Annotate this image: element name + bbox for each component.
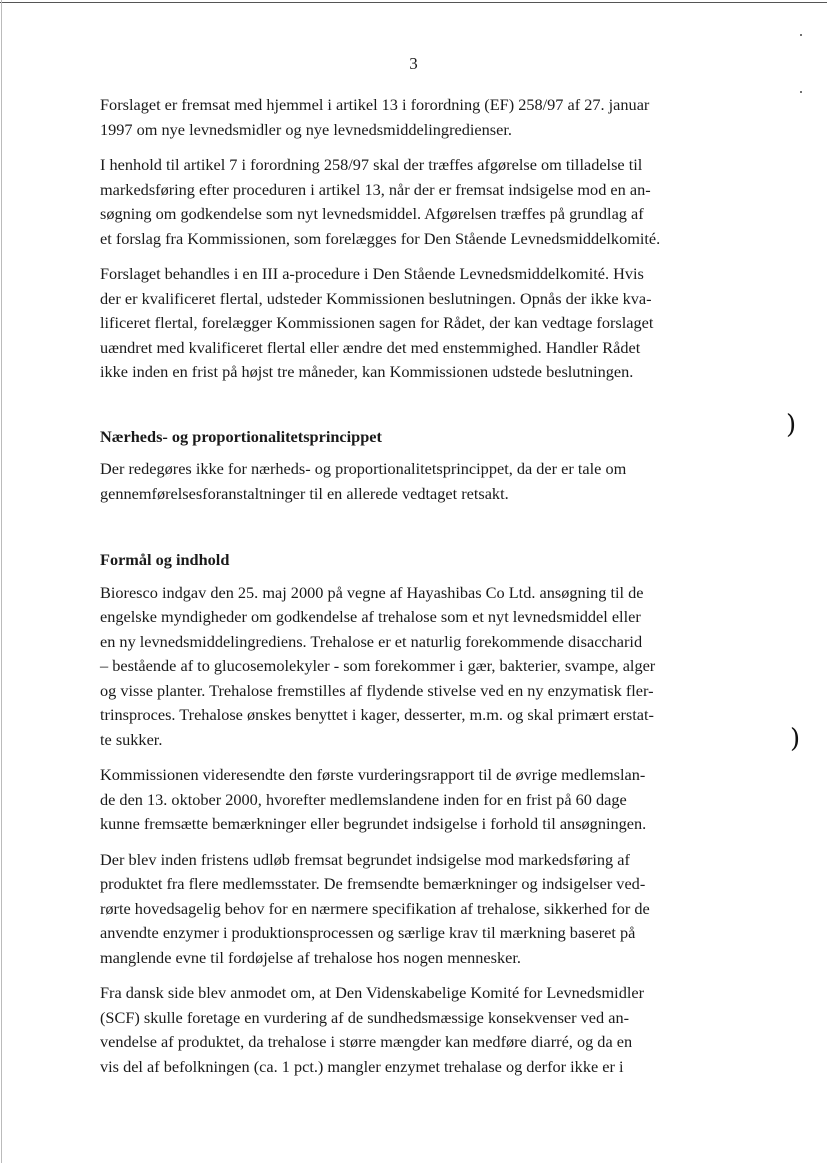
- page-number: 3: [409, 54, 418, 73]
- paragraph-procedure: Forslaget behandles i en III a-procedure i Den Stående Levnedsmiddelkomité. Hvis der er kvalificeret flertal, udsteder Kommissionen beslutningen. Opnås der ikke kva- lificeret flertal, forelægger Kommissionen sagen for Rådet, der kan vedtage forslaget uændret med kvalificeret flertal eller ændre det med enstemmighed. Handler Rådet ikke inden en frist på højst tre måneder, kan Kommissionen udstede beslutningen.: [100, 264, 654, 381]
- section-heading-subsidiarity: Nærheds- og proportionalitetsprincippet: [100, 426, 382, 446]
- section-heading-purpose: Formål og indhold: [100, 550, 230, 569]
- paragraph-objections: Der blev inden fristens udløb fremsat begrundet indsigelse mod markedsføring af produktet fra flere medlemsstater. De fremsendte bemærkninger og indsigelser ved- rørte hovedsagelig behov for en nærmere specifikation af trehalose, sikkerhed for de anvendte enzymer i produktionsprocessen og særlige krav til mærkning baseret på manglende evne til fordøjelse af trehalose hos nogen mennesker.: [100, 849, 650, 967]
- paragraph-assessment-report: Kommissionen videresendte den første vurderingsrapport til de øvrige medlemslan- de den 13. oktober 2000, hvorefter medlemslandene inden for en frist på 60 dage kunne fremsætte bemærkninger eller begrundet indsigelse i forhold til ansøgningen.: [100, 765, 647, 833]
- left-border-line: [1, 0, 2, 1163]
- paragraph-legal-basis: Forslaget er fremsat med hjemmel i artikel 13 i forordning (EF) 258/97 af 27. januar 1997 om nye levnedsmidler og nye levnedsmiddelingredienser.: [100, 95, 650, 139]
- document-body: [100, 93, 750, 1090]
- top-border-line: [0, 2, 827, 3]
- binder-hole-mark: ): [786, 410, 797, 440]
- paragraph-authorisation: I henhold til artikel 7 i forordning 258/97 skal der træffes afgørelse om tilladelse til markedsføring efter proceduren i artikel 13, når der er fremsat indsigelse mod en an- søgning om godkendelse som nyt levnedsmiddel. Afgørelsen træffes på grundlag af et forslag fra Kommissionen, som forelægges for Den Stående Levnedsmiddelkomité.: [100, 155, 661, 248]
- scan-speck: [800, 91, 802, 93]
- paragraph-subsidiarity: Der redegøres ikke for nærheds- og proportionalitetsprincippet, da der er tale om gennemførelsesforanstaltninger til en allerede vedtaget retsakt.: [100, 459, 627, 503]
- paragraph-application: Bioresco indgav den 25. maj 2000 på vegne af Hayashibas Co Ltd. ansøgning til de engelske myndigheder om godkendelse af trehalose som et nyt levnedsmiddel eller en ny levnedsmiddelingrediens. Trehalose er et naturlig forekommende disaccharid – bestående af to glucosemolekyler - som forekommer i gær, bakterier, svampe, alger og visse planter. Trehalose fremstilles af flydende stivelse ved en ny enzymatisk fler- trinsproces. Trehalose ønskes benyttet i kager, desserter, m.m. og skal primært erstat- te sukker.: [100, 582, 656, 749]
- paragraph-danish-request: Fra dansk side blev anmodet om, at Den Videnskabelige Komité for Levnedsmidler (SCF) skulle foretage en vurdering af de sundhedsmæssige konsekvenser ved an- vendelse af produktet, da trehalose i større mængder kan medføre diarré, og da en vis del af befolkningen (ca. 1 pct.) mangler enzymet trehalase og derfor ikke er i: [100, 983, 645, 1076]
- binder-hole-mark: ): [790, 724, 801, 754]
- scan-speck: [800, 34, 802, 36]
